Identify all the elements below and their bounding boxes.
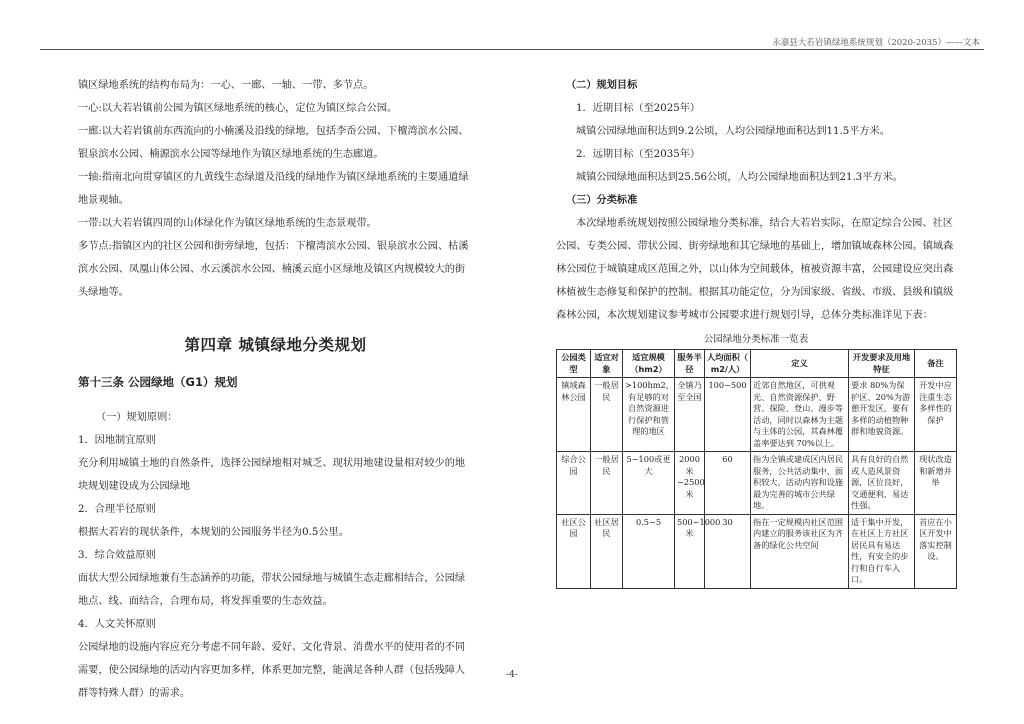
paragraph: 镇区绿地系统的结构布局为：一心、一廊、一轴、一带、多节点。 — [78, 80, 374, 91]
table-header-cell: 备注 — [915, 350, 957, 378]
table-cell: >100hm2，有足够的对自然资源进行保护和管理的地区 — [623, 378, 675, 452]
table-cell: 首应在小区开发中落实控制设。 — [915, 514, 957, 588]
table-cell: 社区公园 — [557, 514, 591, 588]
section-heading: （三）分类标准 — [566, 194, 638, 206]
table-cell: 全镇乃至全国 — [675, 378, 705, 452]
chapter-title: 第四章 城镇绿地分类规划 — [184, 336, 367, 354]
principle-title: 1．因地制宜原则 — [78, 435, 156, 446]
table-header-cell: 适宜对象 — [591, 350, 623, 378]
header-title: 永嘉县大若岩镇绿地系统规划（2020-2035）——文本 — [772, 38, 980, 48]
table-cell: 现状改造和新增并举 — [915, 452, 957, 515]
paragraph: 一心:以大若岩镇前公园为镇区绿地系统的核心，定位为镇区综合公园。 — [78, 103, 398, 114]
table-cell: 近郊自然地区，可供观光、自然资源保护、野营、探险、登山、漫步等活动，同时以森林为主题与主体的公园，其森林覆盖率要达到 70%以上。 — [751, 378, 849, 452]
table-cell: 指为全镇或建成区内居民服务，公共活动集中，面积较大，活动内容和设施最为完善的城市公共绿地。 — [751, 452, 849, 515]
paragraph: 一轴:指南北向贯穿镇区的九黄线生态绿道及沿线的绿地作为镇区绿地系统的主要通道绿地景观轴。 — [78, 172, 469, 206]
principle-title: 2．合理半径原则 — [78, 504, 156, 515]
park-standards-table — [556, 349, 957, 589]
paragraph: 根据大若岩的现状条件，本规划的公园服务半径为0.5公里。 — [78, 527, 349, 538]
principle-title: 3．综合效益原则 — [78, 550, 156, 561]
goal-title: 2．远期目标（至2035年） — [576, 149, 701, 160]
goal-title: 1．近期目标（至2025年） — [576, 103, 701, 114]
principle-title: 4．人文关怀原则 — [78, 619, 156, 630]
table-header-cell: 人均面积（ m2/人） — [705, 350, 751, 378]
table-header-cell: 公园类型 — [557, 350, 591, 378]
paragraph: 充分利用城镇土地的自然条件，选择公园绿地相对城乏、现状用地建设量相对较少的地块规划建设成为公园绿地 — [78, 458, 466, 492]
section-heading: （二）规划目标 — [566, 79, 638, 91]
table-cell: 综合公园 — [557, 452, 591, 515]
table-cell: 一般居民 — [591, 378, 623, 452]
paragraph: 一廊:以大若岩镇前东西流向的小楠溪及沿线的绿地，包括李岙公园、下檀湾滨水公园、银泉滨水公园、楠源滨水公园等绿地作为镇区绿地系统的生态廊道。 — [78, 126, 469, 160]
paragraph: 面状大型公园绿地兼有生态涵养的功能，带状公园绿地与城镇生态走廊相结合，公园绿地点、线、面结合，合理布局，将发挥重要的生态效益。 — [78, 573, 466, 607]
table-cell: 镇域森林公园 — [557, 378, 591, 452]
right-column — [556, 74, 956, 589]
table-header-cell: 定义 — [751, 350, 849, 378]
table-header-cell: 开发要求及用地特征 — [849, 350, 915, 378]
table-header-cell: 服务半径 — [675, 350, 705, 378]
table-cell: 一般居民 — [591, 452, 623, 515]
table-cell: 100~500 — [705, 378, 751, 452]
article-title: 第十三条 公园绿地（G1）规划 — [78, 375, 238, 389]
table-row — [557, 452, 957, 515]
paragraph: 公园绿地的设施内容应充分考虑不同年龄、爱好、文化背景、消费水平的使用者的不同需要，使公园绿地的活动内容更加多样，体系更加完整，能满足各种人群（包括残障人群等特殊人群）的需求。 — [78, 642, 466, 699]
table-row — [557, 514, 957, 588]
table-cell: 要求 80%为保护区、20%为游憩开发区，要有多样的动植物种群和地貌资源。 — [849, 378, 915, 452]
paragraph: 城镇公园绿地面积达到25.56公顷，人均公园绿地面积达到21.3平方米。 — [576, 172, 903, 183]
table-cell: 具有良好的自然或人造风景资源，区位良好，交通便利，易达性强。 — [849, 452, 915, 515]
page-number: -4- — [506, 670, 518, 680]
table-header-cell: 适宜规模（hm2） — [623, 350, 675, 378]
paragraph: 一带:以大若岩镇四周的山体绿化作为镇区绿地系统的生态景观带。 — [78, 218, 377, 229]
table-cell: 社区居民 — [591, 514, 623, 588]
table-cell: 适于集中开发，在社区上方社区居民具有易达性，有安全的步行和自行车入口。 — [849, 514, 915, 588]
table-cell: 500~1000米 — [675, 514, 705, 588]
left-column — [78, 74, 473, 705]
paragraph: 多节点:指镇区内的社区公园和街旁绿地，包括：下檀湾滨水公园、银泉滨水公园、枯溪滨水公园、凤凰山体公园、水云溪滨水公园、楠溪云庭小区绿地及镇区内规模较大的街头绿地等。 — [78, 241, 469, 298]
paragraph: 城镇公园绿地面积达到9.2公顷，人均公园绿地面积达到11.5平方米。 — [576, 126, 890, 137]
table-caption: 公园绿地分类标准一览表 — [703, 334, 809, 345]
table-header-row — [557, 350, 957, 378]
section-heading: （一）规划原则： — [96, 412, 178, 423]
table-cell: 0.5~5 — [623, 514, 675, 588]
table-cell: 60 — [705, 452, 751, 515]
table-cell: 指在一定规模内社区范围内建立的服务该社区为齐备的绿化公共空间 — [751, 514, 849, 588]
table-cell: 开发中应注重生态多样性的保护 — [915, 378, 957, 452]
table-cell: 5~100或更大 — [623, 452, 675, 515]
table-cell: 2000米~2500米 — [675, 452, 705, 515]
table-row — [557, 378, 957, 452]
paragraph: 本次绿地系统规划按照公园绿地分类标准，结合大若岩实际，在原定综合公园、社区公园、专类公园、带状公园、街旁绿地和其它绿地的基础上，增加镇域森林公园。镇域森林公园位于城镇建成区范围之外，以山体为空间载体，植被资源丰富，公园建设应突出森林植被生态修复和保护的控制。根据其功能定位，分为国家级、省级、市级、县级和镇级森林公园，本次规划建议参考城市公园要求进行规划引导，总体分类标准详见下表： — [556, 218, 954, 321]
table-cell: 30 — [705, 514, 751, 588]
